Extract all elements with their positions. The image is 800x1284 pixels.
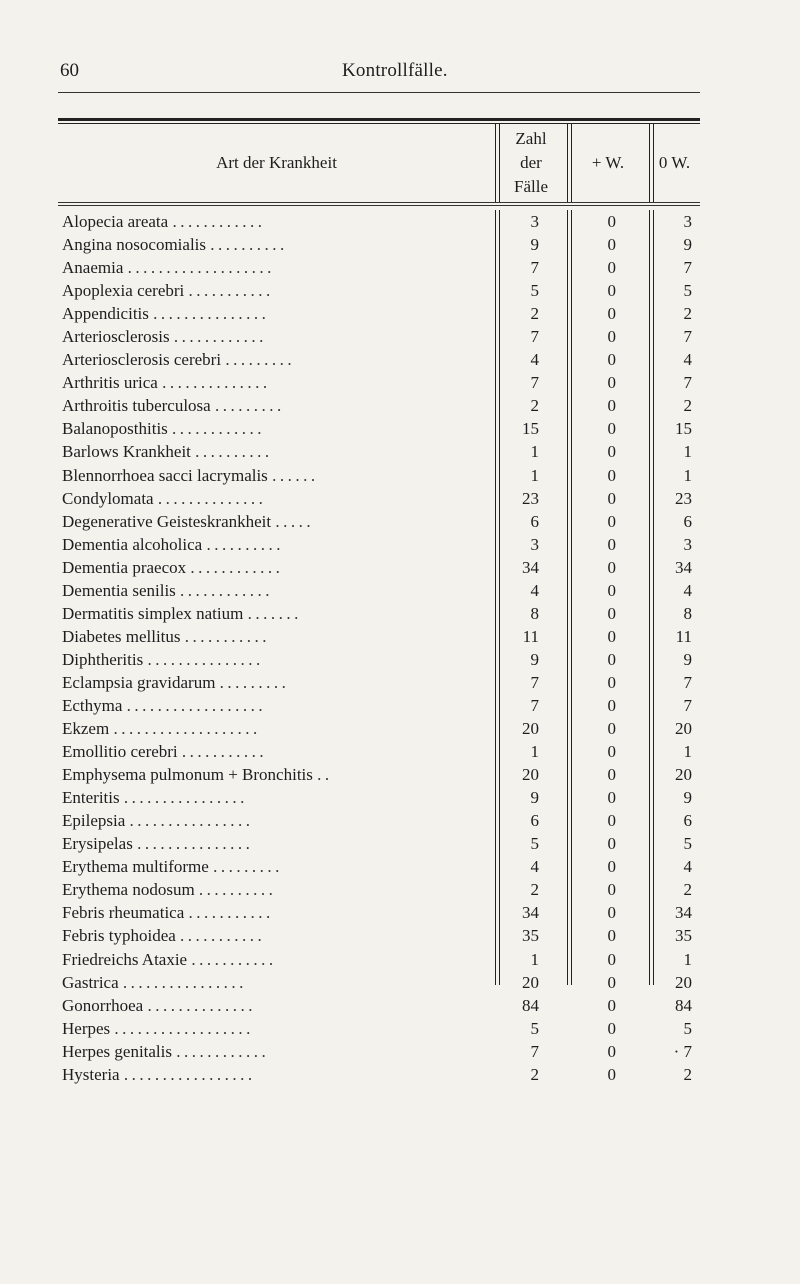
table-row bbox=[58, 832, 700, 855]
plus-w-cell: 0 bbox=[607, 465, 616, 485]
column-divider bbox=[567, 124, 568, 202]
zero-w-cell: 4 bbox=[683, 350, 692, 370]
disease-name-cell bbox=[62, 556, 488, 579]
plus-w-cell: 0 bbox=[607, 765, 616, 785]
table-row bbox=[58, 210, 700, 233]
plus-w-cell: 0 bbox=[607, 649, 616, 669]
table-row bbox=[58, 417, 700, 440]
disease-name-cell bbox=[62, 671, 488, 694]
running-head bbox=[0, 60, 800, 84]
leader-dots: .. bbox=[317, 765, 333, 785]
zero-w-cell: · 7 bbox=[673, 1041, 692, 1061]
leader-dots: ............... bbox=[137, 834, 254, 854]
case-count-cell: 1 bbox=[530, 742, 539, 762]
table-row bbox=[58, 1063, 700, 1086]
zero-w-cell: 1 bbox=[683, 742, 692, 762]
leader-dots: ........... bbox=[188, 281, 274, 301]
case-count-cell: 15 bbox=[522, 419, 539, 439]
disease-name: Alopecia areata bbox=[62, 212, 169, 231]
leader-dots: .......... bbox=[198, 880, 277, 900]
table-row bbox=[58, 510, 700, 533]
table-row bbox=[58, 394, 700, 417]
table-row bbox=[58, 717, 700, 740]
case-count-cell: 4 bbox=[530, 350, 539, 370]
disease-name-cell bbox=[62, 371, 488, 394]
zero-w-cell: 1 bbox=[683, 949, 692, 969]
disease-name-cell bbox=[62, 924, 488, 947]
table-row bbox=[58, 371, 700, 394]
zero-w-cell: 11 bbox=[675, 626, 692, 646]
disease-name: Dementia praecox bbox=[62, 557, 187, 577]
plus-w-cell: 0 bbox=[607, 903, 616, 923]
zero-w-cell: 7 bbox=[683, 695, 692, 715]
disease-name-cell bbox=[62, 1063, 488, 1086]
leader-dots: ................... bbox=[127, 258, 275, 278]
table-row bbox=[58, 763, 700, 786]
disease-name: Angina nosocomialis bbox=[62, 235, 207, 255]
leader-dots: ...... bbox=[272, 465, 319, 485]
zero-w-cell: 4 bbox=[683, 580, 692, 600]
leader-dots: .......... bbox=[210, 235, 288, 255]
disease-name: Anaemia bbox=[62, 258, 124, 278]
leader-dots: ......... bbox=[213, 857, 283, 877]
disease-name: Ekzem bbox=[62, 719, 110, 739]
disease-name-cell bbox=[62, 417, 488, 440]
disease-name-cell bbox=[62, 1017, 488, 1040]
leader-dots: ........... bbox=[191, 949, 277, 969]
column-divider bbox=[571, 124, 572, 202]
plus-w-cell: 0 bbox=[607, 580, 616, 600]
disease-name-cell bbox=[62, 694, 488, 717]
plus-w-cell: 0 bbox=[607, 811, 616, 831]
leader-dots: ............ bbox=[190, 557, 284, 577]
disease-name: Herpes genitalis bbox=[62, 1041, 172, 1061]
case-count-cell: 7 bbox=[530, 258, 539, 278]
zero-w-cell: 7 bbox=[683, 672, 692, 692]
table-row bbox=[58, 487, 700, 510]
disease-name-cell bbox=[62, 855, 488, 878]
column-divider bbox=[495, 124, 496, 202]
plus-w-cell: 0 bbox=[607, 834, 616, 854]
disease-name: Barlows Krankheit bbox=[62, 442, 191, 462]
disease-name: Erythema multiforme bbox=[62, 857, 209, 877]
disease-name-cell bbox=[62, 740, 488, 763]
zero-w-cell: 7 bbox=[683, 258, 692, 278]
plus-w-cell: 0 bbox=[607, 235, 616, 255]
disease-name: Emphysema pulmonum + Bronchitis bbox=[62, 765, 313, 785]
plus-w-cell: 0 bbox=[607, 926, 616, 946]
zero-w-cell: 2 bbox=[683, 304, 692, 324]
table-row bbox=[58, 671, 700, 694]
plus-w-cell: 0 bbox=[607, 1018, 616, 1038]
disease-name: Erysipelas bbox=[62, 834, 133, 854]
table-row bbox=[58, 1040, 700, 1063]
disease-name: Hysteria bbox=[62, 1064, 120, 1084]
case-count-cell: 6 bbox=[530, 811, 539, 831]
plus-w-cell: 0 bbox=[607, 742, 616, 762]
disease-name: Herpes bbox=[62, 1018, 111, 1038]
disease-name-cell bbox=[62, 233, 488, 256]
zero-w-cell: 23 bbox=[675, 488, 692, 508]
case-count-cell: 9 bbox=[530, 788, 539, 808]
zero-w-cell: 7 bbox=[683, 327, 692, 347]
column-divider bbox=[499, 124, 500, 202]
disease-name: Dermatitis simplex natium bbox=[62, 603, 244, 623]
disease-name-cell bbox=[62, 625, 488, 648]
case-count-cell: 11 bbox=[522, 626, 539, 646]
disease-name-cell bbox=[62, 440, 488, 463]
zero-w-cell: 3 bbox=[683, 534, 692, 554]
disease-name: Diabetes mellitus bbox=[62, 626, 181, 646]
leader-dots: ....... bbox=[247, 603, 302, 623]
leader-dots: ......... bbox=[219, 672, 290, 692]
table-row bbox=[58, 994, 700, 1017]
disease-name: Erythema nodosum bbox=[62, 880, 195, 900]
disease-name-cell bbox=[62, 901, 488, 924]
disease-name: Balanoposthitis bbox=[62, 419, 168, 439]
leader-dots: ......... bbox=[225, 350, 296, 370]
zero-w-cell: 4 bbox=[683, 857, 692, 877]
table-row bbox=[58, 924, 700, 947]
disease-name-cell bbox=[62, 832, 488, 855]
plus-w-cell: 0 bbox=[607, 695, 616, 715]
zero-w-cell: 1 bbox=[683, 442, 692, 462]
column-header-case-count-line1: Zahl bbox=[515, 129, 547, 148]
disease-name-cell bbox=[62, 948, 488, 971]
disease-name: Febris typhoidea bbox=[62, 926, 176, 946]
zero-w-cell: 20 bbox=[675, 719, 692, 739]
disease-name: Epilepsia bbox=[62, 811, 126, 831]
disease-name: Febris rheumatica bbox=[62, 903, 185, 923]
disease-table bbox=[58, 118, 700, 1086]
disease-name-cell bbox=[62, 878, 488, 901]
table-row bbox=[58, 694, 700, 717]
column-header-plus-w: + W. bbox=[591, 153, 625, 172]
disease-name: Arthroitis tuberculosa bbox=[62, 396, 211, 416]
disease-name-cell bbox=[62, 579, 488, 602]
disease-name: Apoplexia cerebri bbox=[62, 281, 185, 301]
plus-w-cell: 0 bbox=[607, 488, 616, 508]
column-header-case-count-line2: der bbox=[520, 153, 542, 172]
zero-w-cell: 20 bbox=[675, 972, 692, 992]
case-count-cell: 5 bbox=[530, 1018, 539, 1038]
case-count-cell: 35 bbox=[522, 926, 539, 946]
case-count-cell: 7 bbox=[530, 695, 539, 715]
plus-w-cell: 0 bbox=[607, 880, 616, 900]
disease-name: Diphtheritis bbox=[62, 649, 144, 669]
table-row bbox=[58, 878, 700, 901]
disease-name-cell bbox=[62, 256, 488, 279]
leader-dots: ............ bbox=[180, 580, 274, 600]
case-count-cell: 4 bbox=[530, 580, 539, 600]
case-count-cell: 23 bbox=[522, 488, 539, 508]
case-count-cell: 5 bbox=[530, 834, 539, 854]
plus-w-cell: 0 bbox=[607, 258, 616, 278]
disease-name-cell bbox=[62, 510, 488, 533]
zero-w-cell: 6 bbox=[683, 511, 692, 531]
table-row bbox=[58, 256, 700, 279]
zero-w-cell: 5 bbox=[683, 1018, 692, 1038]
plus-w-cell: 0 bbox=[607, 396, 616, 416]
leader-dots: ............ bbox=[173, 327, 267, 347]
disease-name-cell bbox=[62, 210, 488, 233]
leader-dots: .................. bbox=[126, 695, 267, 715]
case-count-cell: 1 bbox=[530, 442, 539, 462]
table-top-thick-rule bbox=[58, 118, 700, 121]
table-row bbox=[58, 648, 700, 671]
disease-name: Friedreichs Ataxie bbox=[62, 949, 188, 969]
column-divider bbox=[649, 124, 650, 202]
column-header-zero-w: 0 W. bbox=[658, 153, 691, 172]
plus-w-cell: 0 bbox=[607, 603, 616, 623]
zero-w-cell: 6 bbox=[683, 811, 692, 831]
leader-dots: ................ bbox=[123, 788, 248, 808]
leader-dots: ......... bbox=[214, 396, 285, 416]
case-count-cell: 7 bbox=[530, 1041, 539, 1061]
disease-name-cell bbox=[62, 279, 488, 302]
plus-w-cell: 0 bbox=[607, 350, 616, 370]
column-header-disease: Art der Krankheit bbox=[216, 153, 337, 172]
leader-dots: ............... bbox=[147, 649, 264, 669]
table-row bbox=[58, 348, 700, 371]
disease-name: Emollitio cerebri bbox=[62, 742, 178, 762]
disease-name: Dementia alcoholica bbox=[62, 534, 203, 554]
table-row bbox=[58, 855, 700, 878]
leader-dots: ........... bbox=[180, 926, 266, 946]
plus-w-cell: 0 bbox=[607, 995, 616, 1015]
table-row bbox=[58, 440, 700, 463]
disease-name-cell bbox=[62, 763, 488, 786]
plus-w-cell: 0 bbox=[607, 1041, 616, 1061]
zero-w-cell: 8 bbox=[683, 603, 692, 623]
leader-dots: ................. bbox=[123, 1064, 256, 1084]
disease-name: Arteriosclerosis cerebri bbox=[62, 350, 222, 370]
plus-w-cell: 0 bbox=[607, 719, 616, 739]
plus-w-cell: 0 bbox=[607, 672, 616, 692]
disease-name: Eclampsia gravidarum bbox=[62, 672, 216, 692]
zero-w-cell: 20 bbox=[675, 765, 692, 785]
zero-w-cell: 5 bbox=[683, 281, 692, 301]
plus-w-cell: 0 bbox=[607, 557, 616, 577]
disease-name: Blennorrhoea sacci lacrymalis bbox=[62, 465, 268, 485]
table-row bbox=[58, 533, 700, 556]
plus-w-cell: 0 bbox=[607, 304, 616, 324]
plus-w-cell: 0 bbox=[607, 511, 616, 531]
zero-w-cell: 9 bbox=[683, 649, 692, 669]
leader-dots: ..... bbox=[275, 511, 315, 531]
leader-dots: ........... bbox=[181, 742, 268, 762]
case-count-cell: 2 bbox=[530, 396, 539, 416]
case-count-cell: 2 bbox=[530, 304, 539, 324]
leader-dots: ................... bbox=[113, 719, 261, 739]
disease-name-cell bbox=[62, 971, 488, 994]
case-count-cell: 1 bbox=[530, 949, 539, 969]
disease-name-cell bbox=[62, 302, 488, 325]
disease-name-cell bbox=[62, 394, 488, 417]
running-title: Kontrollfälle. bbox=[342, 60, 448, 81]
leader-dots: .............. bbox=[157, 488, 267, 508]
zero-w-cell: 5 bbox=[683, 834, 692, 854]
zero-w-cell: 34 bbox=[675, 903, 692, 923]
leader-dots: .............. bbox=[147, 995, 256, 1015]
disease-name: Ecthyma bbox=[62, 695, 123, 715]
case-count-cell: 20 bbox=[522, 972, 539, 992]
plus-w-cell: 0 bbox=[607, 1064, 616, 1084]
leader-dots: ........... bbox=[184, 626, 271, 646]
case-count-cell: 9 bbox=[530, 235, 539, 255]
case-count-cell: 20 bbox=[522, 719, 539, 739]
plus-w-cell: 0 bbox=[607, 212, 616, 231]
disease-name-cell bbox=[62, 325, 488, 348]
plus-w-cell: 0 bbox=[607, 788, 616, 808]
zero-w-cell: 35 bbox=[675, 926, 692, 946]
zero-w-cell: 2 bbox=[683, 880, 692, 900]
table-row bbox=[58, 1017, 700, 1040]
zero-w-cell: 9 bbox=[683, 788, 692, 808]
case-count-cell: 7 bbox=[530, 327, 539, 347]
table-row bbox=[58, 948, 700, 971]
plus-w-cell: 0 bbox=[607, 534, 616, 554]
case-count-cell: 3 bbox=[530, 534, 539, 554]
leader-dots: ............ bbox=[172, 212, 266, 231]
plus-w-cell: 0 bbox=[607, 442, 616, 462]
plus-w-cell: 0 bbox=[607, 949, 616, 969]
zero-w-cell: 2 bbox=[683, 1064, 692, 1084]
disease-name: Dementia senilis bbox=[62, 580, 176, 600]
case-count-cell: 3 bbox=[530, 212, 539, 231]
table-row bbox=[58, 464, 700, 487]
table-row bbox=[58, 279, 700, 302]
table-header-row bbox=[58, 124, 700, 202]
disease-name-cell bbox=[62, 602, 488, 625]
disease-name-cell bbox=[62, 648, 488, 671]
leader-dots: .............. bbox=[162, 373, 271, 393]
zero-w-cell: 34 bbox=[675, 557, 692, 577]
disease-name: Appendicitis bbox=[62, 304, 149, 324]
table-row bbox=[58, 325, 700, 348]
table-row bbox=[58, 556, 700, 579]
column-divider bbox=[653, 124, 654, 202]
case-count-cell: 6 bbox=[530, 511, 539, 531]
disease-name-cell bbox=[62, 533, 488, 556]
zero-w-cell: 84 bbox=[675, 995, 692, 1015]
disease-name: Gonorrhoea bbox=[62, 995, 144, 1015]
disease-name: Degenerative Geisteskrankheit bbox=[62, 511, 272, 531]
case-count-cell: 20 bbox=[522, 765, 539, 785]
case-count-cell: 84 bbox=[522, 995, 539, 1015]
disease-name: Arteriosclerosis bbox=[62, 327, 170, 347]
disease-name-cell bbox=[62, 348, 488, 371]
leader-dots: .......... bbox=[195, 442, 273, 462]
disease-name-cell bbox=[62, 994, 488, 1017]
table-body bbox=[58, 210, 700, 1086]
zero-w-cell: 3 bbox=[683, 212, 692, 231]
disease-name-cell bbox=[62, 786, 488, 809]
case-count-cell: 5 bbox=[530, 281, 539, 301]
page-number: 60 bbox=[60, 60, 79, 81]
disease-name: Condylomata bbox=[62, 488, 154, 508]
zero-w-cell: 7 bbox=[683, 373, 692, 393]
disease-name-cell bbox=[62, 1040, 488, 1063]
zero-w-cell: 15 bbox=[675, 419, 692, 439]
leader-dots: ............... bbox=[153, 304, 270, 324]
header-double-rule bbox=[58, 202, 700, 206]
disease-name-cell bbox=[62, 809, 488, 832]
table-row bbox=[58, 602, 700, 625]
disease-name: Arthritis urica bbox=[62, 373, 158, 393]
disease-name: Gastrica bbox=[62, 972, 119, 992]
leader-dots: ........... bbox=[188, 903, 274, 923]
leader-dots: .......... bbox=[206, 534, 284, 554]
zero-w-cell: 9 bbox=[683, 235, 692, 255]
column-header-case-count bbox=[495, 124, 567, 202]
disease-name-cell bbox=[62, 717, 488, 740]
plus-w-cell: 0 bbox=[607, 327, 616, 347]
table-row bbox=[58, 786, 700, 809]
table-row bbox=[58, 579, 700, 602]
table-row bbox=[58, 625, 700, 648]
case-count-cell: 9 bbox=[530, 649, 539, 669]
plus-w-cell: 0 bbox=[607, 419, 616, 439]
case-count-cell: 2 bbox=[530, 1064, 539, 1084]
column-header-case-count-line3: Fälle bbox=[514, 177, 548, 196]
plus-w-cell: 0 bbox=[607, 626, 616, 646]
disease-name: Enteritis bbox=[62, 788, 120, 808]
case-count-cell: 7 bbox=[530, 672, 539, 692]
table-row bbox=[58, 233, 700, 256]
header-rule bbox=[58, 92, 700, 93]
leader-dots: ............ bbox=[176, 1041, 270, 1061]
case-count-cell: 1 bbox=[530, 465, 539, 485]
zero-w-cell: 2 bbox=[683, 396, 692, 416]
table-row bbox=[58, 302, 700, 325]
case-count-cell: 34 bbox=[522, 903, 539, 923]
leader-dots: ............ bbox=[172, 419, 266, 439]
leader-dots: ................ bbox=[122, 972, 247, 992]
plus-w-cell: 0 bbox=[607, 857, 616, 877]
leader-dots: ................ bbox=[129, 811, 254, 831]
table-row bbox=[58, 901, 700, 924]
table-row bbox=[58, 971, 700, 994]
table-row bbox=[58, 809, 700, 832]
disease-name-cell bbox=[62, 464, 488, 487]
plus-w-cell: 0 bbox=[607, 972, 616, 992]
case-count-cell: 4 bbox=[530, 857, 539, 877]
case-count-cell: 7 bbox=[530, 373, 539, 393]
plus-w-cell: 0 bbox=[607, 373, 616, 393]
plus-w-cell: 0 bbox=[607, 281, 616, 301]
case-count-cell: 8 bbox=[530, 603, 539, 623]
case-count-cell: 2 bbox=[530, 880, 539, 900]
leader-dots: .................. bbox=[114, 1018, 254, 1038]
disease-name-cell bbox=[62, 487, 488, 510]
case-count-cell: 34 bbox=[522, 557, 539, 577]
table-row bbox=[58, 740, 700, 763]
zero-w-cell: 1 bbox=[683, 465, 692, 485]
